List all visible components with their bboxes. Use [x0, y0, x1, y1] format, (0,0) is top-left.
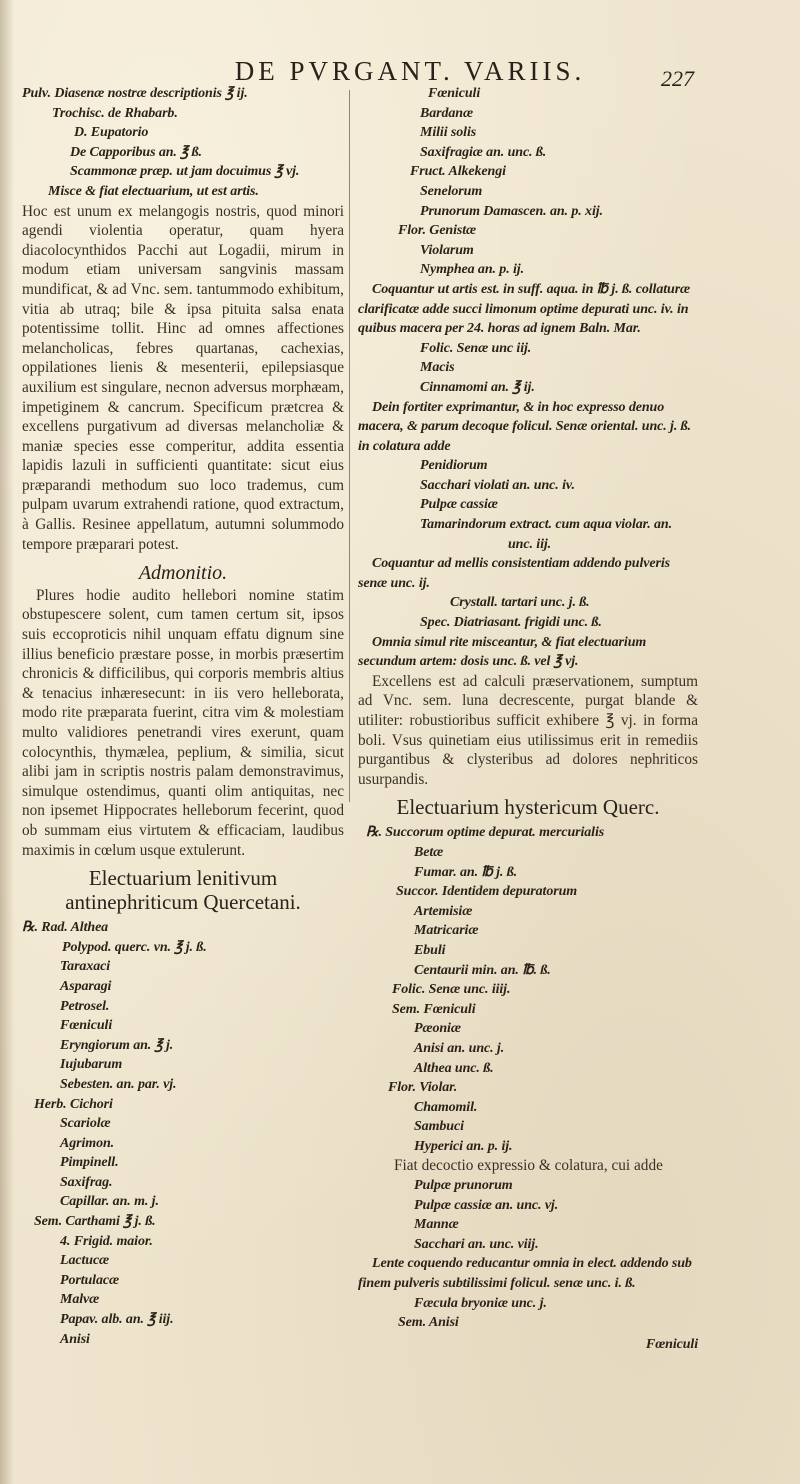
text-line: Tamarindorum extract. cum aqua violar. an.	[420, 517, 672, 533]
admonitio-heading: Admonitio.	[138, 562, 228, 585]
text-line: Saxifragiæ an. unc. ß.	[420, 144, 547, 160]
section-heading-antinephritic: Electuarium lenitivum antinephriticum Quercetani.	[65, 866, 301, 915]
text-line: Lactucæ	[60, 1253, 110, 1269]
text-line: Agrimon.	[60, 1135, 115, 1151]
text-line: Petrosel.	[60, 998, 110, 1014]
text-line: Pulpæ prunorum	[414, 1178, 513, 1194]
text-line: Pæoniæ	[414, 1021, 461, 1037]
text-line: Spec. Diatriasant. frigidi unc. ß.	[420, 615, 602, 631]
text-line: Taraxaci	[60, 959, 111, 975]
hystericum-additions	[358, 1176, 698, 1254]
text-line: Pulv. Diasenæ nostræ descriptionis ℥ ij.	[22, 86, 248, 101]
instruction-mellis: Coquantur ad mellis consistentiam addendo pulveris senæ unc. ij.	[358, 556, 670, 591]
text-line: D. Eupatorio	[74, 125, 149, 141]
text-line: Fœniculi	[60, 1018, 113, 1034]
text-line: Chamomil.	[414, 1099, 478, 1115]
text-line: Crystall. tartari unc. j. ß.	[450, 595, 590, 611]
text-line: Fruct. Alkekengi	[410, 164, 506, 180]
paragraph-calculi: Excellens est ad calculi præservationem, sumptum ad Vnc. sem. luna decrescente, purgat blande & utiliter: robustioribus sufficit exhibere ℥ vj. in forma boli. Vsus quinetiam eius utilissimus erit in remediis purgantibus & clysteribus ad dolores nephriticos usurpandis.	[358, 672, 698, 788]
text-line: Asparagi	[60, 978, 112, 994]
text-line: De Capporibus an. ℥ ß.	[70, 144, 202, 160]
text-line: Senelorum	[420, 183, 483, 199]
left-recipe-lines	[22, 84, 344, 202]
text-line: Mannæ	[414, 1217, 459, 1233]
instruction-coquantur: Coquantur ut artis est. in suff. aqua. in ℔ j. ß. collaturæ clarificatæ adde succi limonum optime depurati unc. iv. in quibus macera per 24. horas ad ignem Baln. Mar.	[358, 281, 691, 337]
column-divider	[349, 90, 350, 802]
text-line: Sem. Fœniculi	[392, 1001, 476, 1017]
right-ingredients-4	[358, 593, 698, 632]
text-line: 4. Frigid. maior.	[60, 1233, 153, 1249]
text-line: Althea unc. ß.	[414, 1060, 494, 1076]
text-line: Sacchari an. unc. viij.	[414, 1236, 539, 1252]
page-gutter-shadow	[0, 0, 14, 1484]
text-line: Betæ	[414, 844, 444, 860]
text-line: Iujubarum	[60, 1057, 123, 1073]
text-line: Eryngiorum an. ℥ j.	[60, 1037, 174, 1053]
page-number: 227	[661, 66, 694, 91]
text-line: Ebuli	[414, 942, 446, 958]
text-line: Milii solis	[420, 125, 477, 141]
antinephritic-ingredients	[22, 918, 344, 1349]
text-line: Malvæ	[60, 1292, 100, 1308]
text-line: Papav. alb. an. ℥ iij.	[60, 1312, 174, 1328]
instruction-dein: Dein fortiter exprimantur, & in hoc expresso denuo macera, & parum decoque folicul. Senæ oriental. unc. j. ß. in colatura adde	[358, 399, 691, 454]
text-line: Trochisc. de Rhabarb.	[52, 105, 178, 121]
text-line: Sacchari violati an. unc. iv.	[420, 477, 575, 493]
text-line: Folic. Senæ unc. iiij.	[392, 982, 511, 998]
text-line: Herb. Cichori	[34, 1096, 113, 1112]
right-ingredients-1	[358, 84, 698, 280]
text-line: Pulpæ cassiæ an. unc. vj.	[414, 1197, 559, 1213]
text-line: Sem. Anisi	[398, 1315, 459, 1331]
text-line: Pulpæ cassiæ	[420, 497, 498, 513]
text-line: Pimpinell.	[60, 1155, 119, 1171]
text-line: Prunorum Damascen. an. p. xij.	[420, 203, 603, 219]
text-line: Sem. Carthami ℥ j. ß.	[34, 1214, 156, 1230]
instruction-lente: Lente coquendo reducantur omnia in elect. addendo sub finem pulveris subtilissimi folicul. senæ unc. i. ß.	[358, 1256, 692, 1292]
text-line: Sambuci	[414, 1119, 464, 1135]
right-ingredients-2	[358, 339, 698, 398]
text-line: Anisi an. unc. j.	[414, 1040, 505, 1056]
section-heading-hystericum: Electuarium hystericum Querc.	[396, 795, 660, 820]
text-line: Flor. Violar.	[388, 1080, 458, 1096]
instruction-misceantur: Omnia simul rite misceantur, & fiat electuarium secundum artem: dosis unc. ß. vel ℥ vj.	[358, 634, 647, 670]
hystericum-final-lines	[358, 1294, 698, 1333]
text-line: Misce & fiat electuarium, ut est artis.	[48, 183, 259, 199]
text-line: Violarum	[420, 242, 474, 258]
text-line: ℞. Rad. Althea	[22, 920, 109, 936]
text-line: Penidiorum	[420, 458, 488, 474]
text-line: Succor. Identidem depuratorum	[396, 884, 578, 900]
text-line: ℞. Succorum optime depurat. mercurialis	[366, 825, 605, 841]
text-line: Folic. Senæ unc iij.	[420, 340, 532, 356]
text-line: Cinnamomi an. ℥ ij.	[420, 379, 535, 395]
text-line: Polypod. querc. vn. ℥ j. ß.	[62, 939, 207, 955]
text-line: Scammonæ præp. ut jam docuimus ℥ vj.	[70, 164, 300, 180]
text-line: Fœniculi	[428, 86, 481, 101]
running-header: DE PVRGANT. VARIIS.	[234, 56, 586, 86]
left-column	[22, 84, 344, 1349]
right-column	[358, 84, 698, 1354]
paragraph-hellebore: Plures hodie audito hellebori nomine statim obstupescere solent, cum tamen certum sit, ipsos suis eccoproticis nihil unquam effatu dignum sine illius beneficio præstare posse, in morbis præsertim chronicis & difficilibus, qui corporis membris altius & tenacius inhæresecunt: in iis vero helleborata, modo rite præparata fuerint, citra vim & molestiam multo validiores penetrandi vires exerunt, quam colocynthis, thymælea, peplium, & similia, sicut alibi jam in scriptis nostris palam demonstravimus, simulque ostendimus, quanti olim antiquitas, nec non ipsemet Hippocrates helleborum fecerint, quod ob summam eius virtutem & efficaciam, laudibus maximis in cœlum usque extulerunt.	[22, 586, 344, 859]
text-line: Portulacæ	[60, 1272, 119, 1288]
text-line: Sebesten. an. par. vj.	[60, 1076, 177, 1092]
text-line: Fæcula bryoniæ unc. j.	[414, 1295, 547, 1311]
text-line: Fumar. an. ℔ j. ß.	[414, 864, 518, 880]
text-line: Flor. Genistæ	[398, 223, 477, 239]
text-line: Macis	[420, 360, 455, 376]
text-line: Scariolæ	[60, 1116, 111, 1132]
text-line: unc. iij.	[508, 536, 552, 552]
text-line: Centaurii min. an. ℔. ß.	[414, 962, 551, 978]
text-line: Anisi	[60, 1331, 90, 1347]
text-line: Nymphea an. p. ij.	[420, 262, 524, 278]
text-line: Bardanæ	[420, 105, 473, 121]
right-ingredients-3	[358, 456, 698, 554]
text-line: Saxifrag.	[60, 1174, 113, 1190]
text-line: Artemisiæ	[414, 903, 473, 919]
text-line: Matricariæ	[414, 923, 479, 939]
paragraph-melanagogue: Hoc est unum ex melangogis nostris, quod minori agendi violentia operatur, quam hyera diacolocynthidos Pacchi aut Logadii, mirum in modum etiam universam sangvinis massam mundificat, & ad Vnc. sem. tantummodo exhibitum, vitia ab utraq; bile & ipsa pituita salsa enata potentissime tollit. Hinc ad omnes affectiones melancholicas, febres quartanas, cachexias, oppilationes lienis & mesenterii, epilepsiasque auxilium est singulare, necnon adversus morphæam, impetiginem & cancrum. Specificum prætcrea & excellens purgativum ad diversas melancholiæ & maniæ species esse comperitur, addita essentia lapidis lazuli in sufficienti quantitate: sicut eius præparandi methodum suo loco trademus, cum pulpam uvarum extrahendi ratione, quod extractum, à Gallis. Resinee appellatum, autumni solummodo tempore præparari potest.	[22, 202, 344, 553]
hystericum-ingredients	[358, 823, 698, 1156]
text-line: Capillar. an. m. j.	[60, 1194, 159, 1210]
catchword: Fœniculi	[645, 1336, 698, 1352]
instruction-decoctio: Fiat decoctio expressio & colatura, cui adde	[394, 1157, 663, 1175]
text-line: Hyperici an. p. ij.	[414, 1138, 513, 1154]
